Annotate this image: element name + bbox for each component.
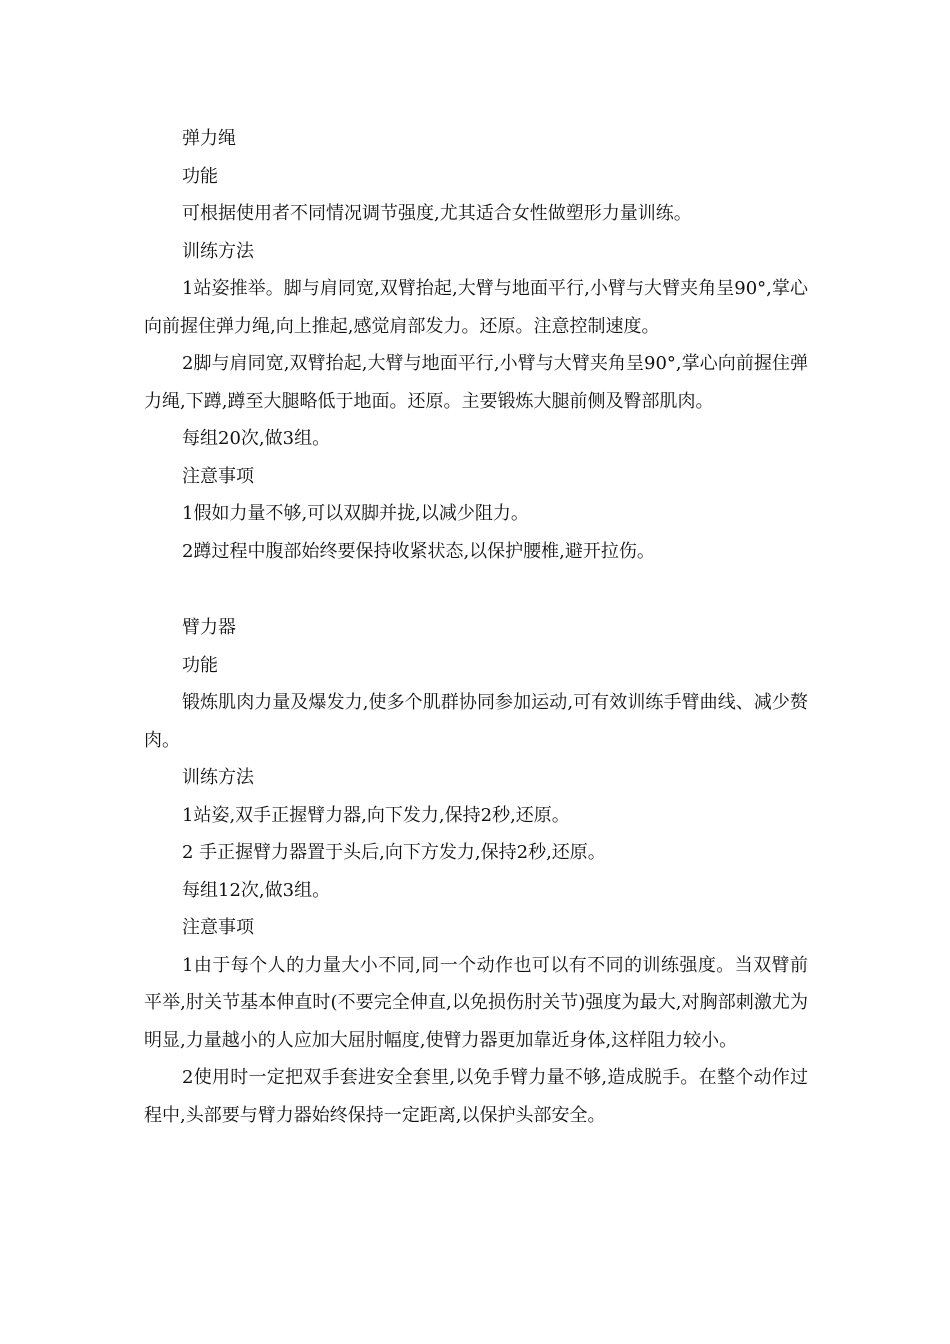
note-item: 2蹲过程中腹部始终要保持收紧状态,以保护腰椎,避开拉伤。	[182, 540, 655, 562]
function-heading: 功能	[182, 654, 218, 676]
method-step: 2 手正握臂力器置于头后,向下方发力,保持2秒,还原。	[182, 842, 606, 863]
section-title: 弹力绳	[182, 128, 236, 149]
section-spacer	[144, 570, 808, 609]
reps-text: 每组20次,做3组。	[182, 428, 331, 449]
function-heading: 功能	[182, 165, 218, 187]
note-item: 2使用时一定把双手套进安全套里,以免手臂力量不够,造成脱手。在整个动作过程中,头部要与臂力器始终保持一定距离,以保护头部安全。	[144, 1067, 808, 1126]
document-body	[144, 120, 808, 1134]
method-step: 1站姿,双手正握臂力器,向下发力,保持2秒,还原。	[182, 804, 570, 826]
note-item: 1由于每个人的力量大小不同,同一个动作也可以有不同的训练强度。当双臂前平举,肘关节基本伸直时(不要完全伸直,以免损伤肘关节)强度为最大,对胸部刺激尤为明显,力量越小的人应加大屈肘幅度,使臂力器更加靠近身体,这样阻力较小。	[144, 954, 808, 1051]
notes-heading: 注意事项	[182, 917, 254, 938]
method-heading: 训练方法	[182, 767, 254, 788]
method-step: 2脚与肩同宽,双臂抬起,大臂与地面平行,小臂与大臂夹角呈90°,掌心向前握住弹力绳,下蹲,蹲至大腿略低于地面。还原。主要锻炼大腿前侧及臀部肌肉。	[144, 353, 808, 412]
note-item: 1假如力量不够,可以双脚并拢,以减少阻力。	[182, 503, 529, 524]
function-text: 可根据使用者不同情况调节强度,尤其适合女性做塑形力量训练。	[182, 203, 692, 224]
notes-heading: 注意事项	[182, 465, 254, 487]
section-title: 臂力器	[182, 617, 236, 638]
function-text: 锻炼肌肉力量及爆发力,使多个肌群协同参加运动,可有效训练手臂曲线、减少赘肉。	[144, 692, 808, 751]
method-heading: 训练方法	[182, 240, 254, 262]
method-step: 1站姿推举。脚与肩同宽,双臂抬起,大臂与地面平行,小臂与大臂夹角呈90°,掌心向前握住弹力绳,向上推起,感觉肩部发力。还原。注意控制速度。	[144, 278, 808, 337]
reps-text: 每组12次,做3组。	[182, 879, 331, 901]
